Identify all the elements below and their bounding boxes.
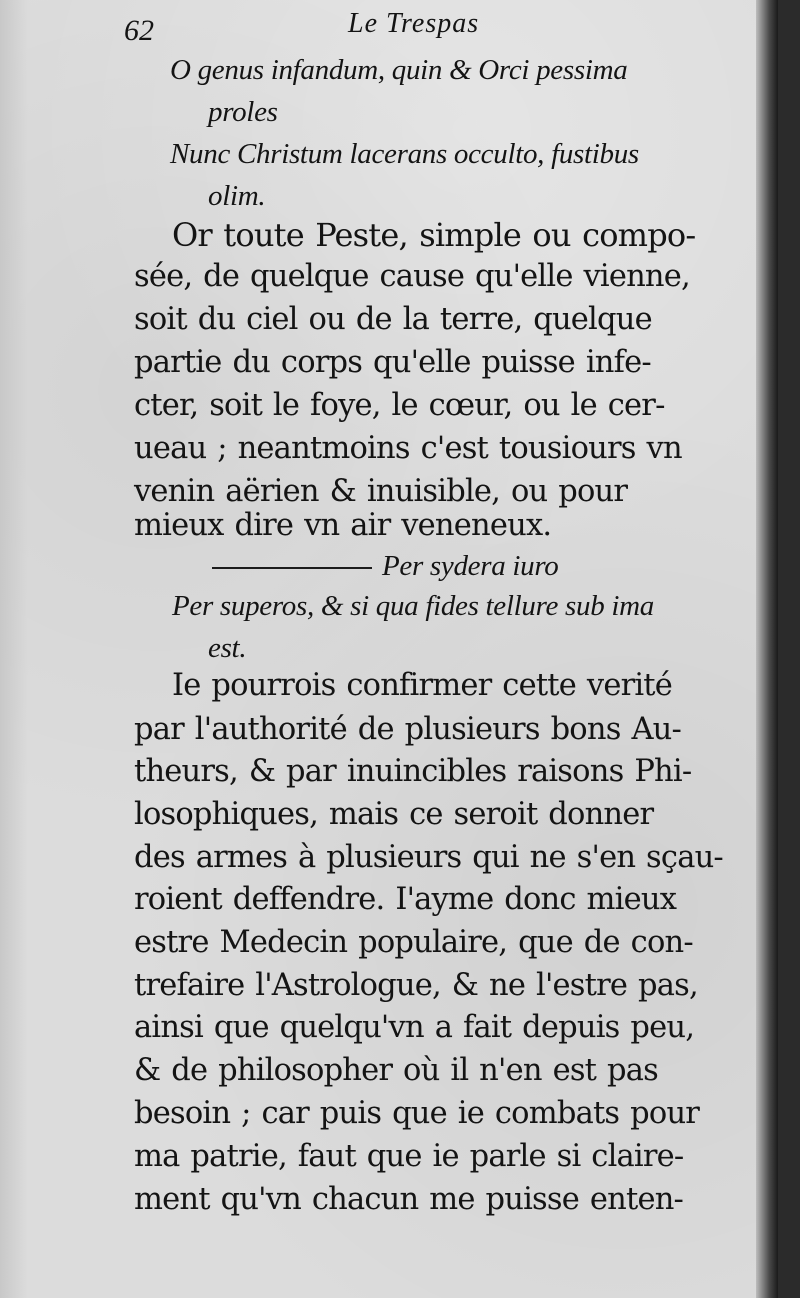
page-header xyxy=(120,6,720,46)
prose-line: ueau ; neantmoins c'est tousiours vn xyxy=(134,431,682,466)
prose-line: par l'authorité de plusieurs bons Au- xyxy=(134,712,682,747)
prose-line: Or toute Peste, simple ou compo- xyxy=(172,216,696,254)
prose-line: besoin ; car puis que ie combats pour xyxy=(134,1096,700,1131)
prose-line: losophiques, mais ce seroit donner xyxy=(134,797,654,832)
prose-line: trefaire l'Astrologue, & ne l'estre pas, xyxy=(134,968,698,1003)
verse-dash-rule xyxy=(212,567,372,569)
prose-line: roient deffendre. I'ayme donc mieux xyxy=(134,882,677,917)
prose-line: ma patrie, faut que ie parle si claire- xyxy=(134,1139,684,1174)
prose-line: venin aërien & inuisible, ou pour xyxy=(134,474,628,509)
running-head: Le Trespas xyxy=(348,8,480,39)
verse-line: Per sydera iuro xyxy=(382,550,559,582)
prose-line: sée, de quelque cause qu'elle vienne, xyxy=(134,259,690,294)
page-gutter-shadow xyxy=(0,0,28,1298)
verse-line: Per superos, & si qua fides tellure sub ima xyxy=(172,590,654,622)
page-edge-shadow xyxy=(756,0,778,1298)
verse-line: est. xyxy=(208,632,247,664)
prose-line: soit du ciel ou de la terre, quelque xyxy=(134,302,652,337)
prose-line: ainsi que quelqu'vn a fait depuis peu, xyxy=(134,1010,695,1045)
prose-line: des armes à plusieurs qui ne s'en sçau- xyxy=(134,840,723,875)
prose-line: Ie pourrois confirmer cette verité xyxy=(172,668,673,703)
verse-line: O genus infandum, quin & Orci pessima xyxy=(170,54,628,86)
prose-line: & de philosopher où il n'en est pas xyxy=(134,1053,658,1088)
prose-line: ment qu'vn chacun me puisse enten- xyxy=(134,1182,684,1217)
verse-line: Nunc Christum lacerans occulto, fustibus xyxy=(170,138,639,170)
verse-line: olim. xyxy=(208,180,266,212)
page-number: 62 xyxy=(124,14,154,47)
prose-line: cter, soit le foye, le cœur, ou le cer- xyxy=(134,388,665,423)
prose-line: estre Medecin populaire, que de con- xyxy=(134,925,693,960)
prose-line: theurs, & par inuincibles raisons Phi- xyxy=(134,754,692,789)
verse-line: proles xyxy=(208,96,278,128)
prose-line: partie du corps qu'elle puisse infe- xyxy=(134,345,651,380)
prose-line: mieux dire vn air veneneux. xyxy=(134,508,552,543)
